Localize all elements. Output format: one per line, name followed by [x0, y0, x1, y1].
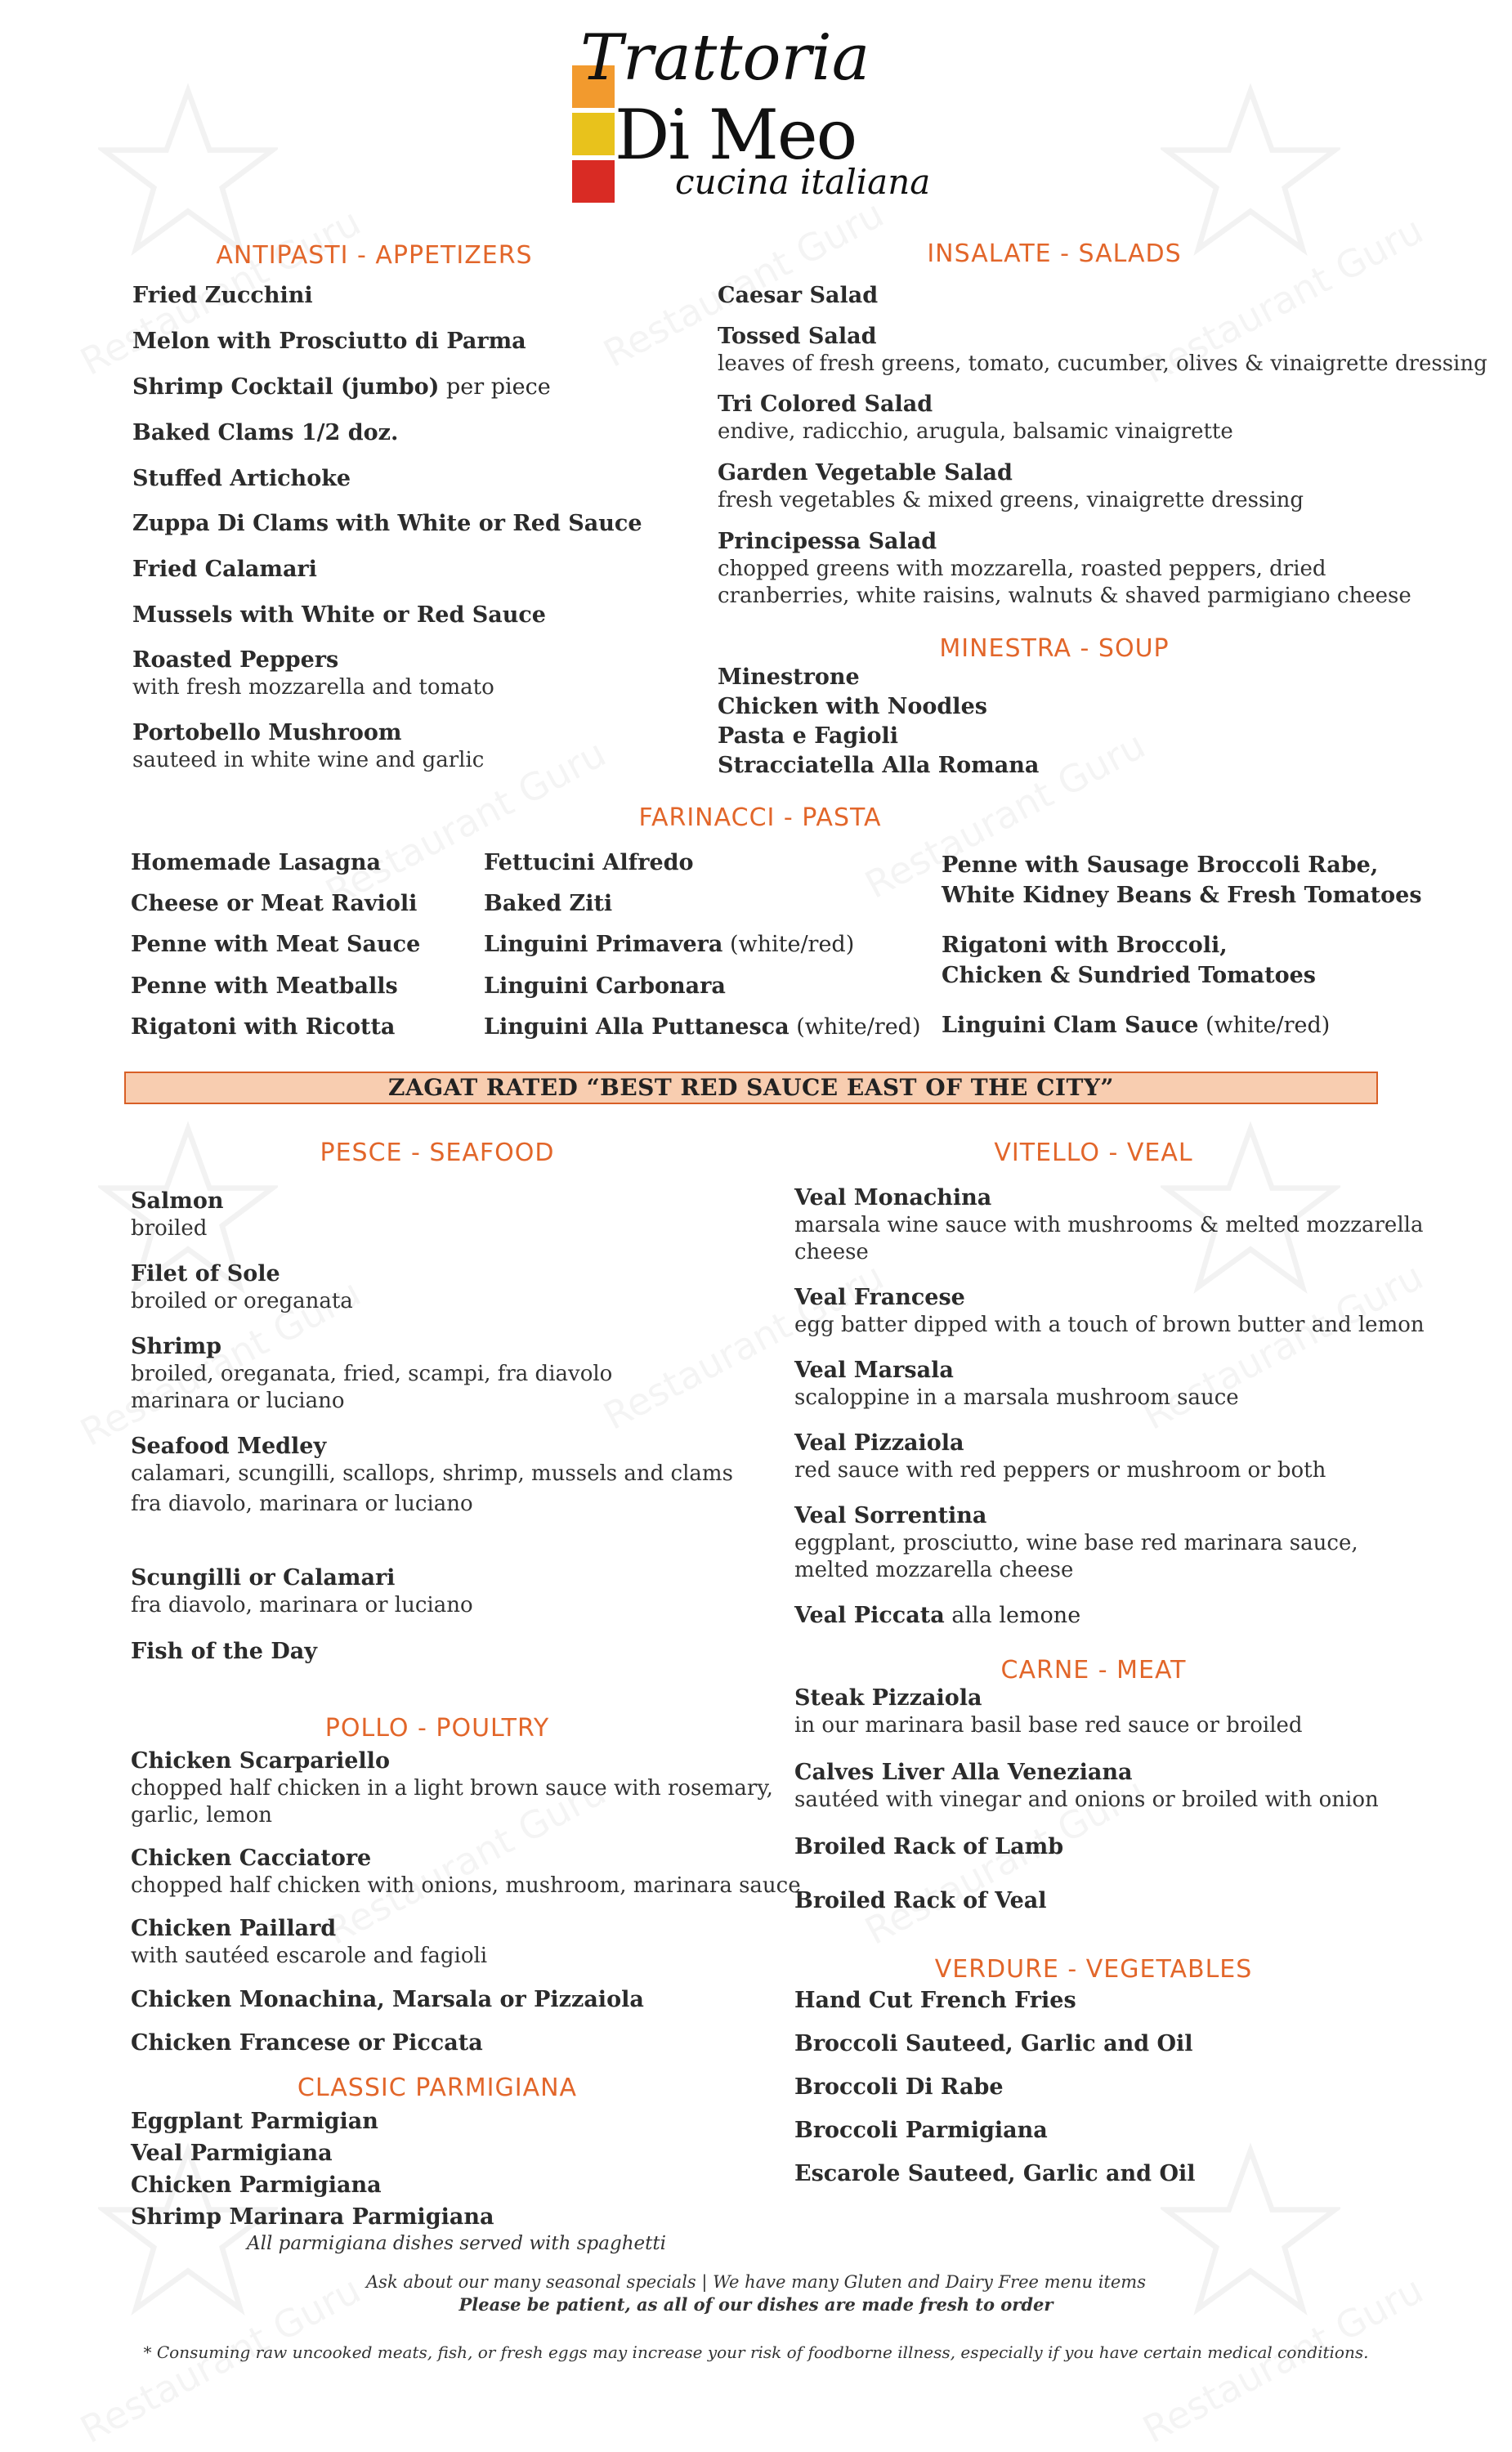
item-name-line2: White Kidney Beans & Fresh Tomatoes	[942, 883, 1422, 908]
item-description: broiled	[131, 1216, 208, 1241]
item-description: cranberries, white raisins, walnuts & shaved parmigiano cheese	[718, 584, 1411, 608]
item-name: Chicken Cacciatore	[131, 1846, 372, 1871]
item-description: leaves of fresh greens, tomato, cucumber, olives & vinaigrette dressing	[718, 351, 1487, 376]
menu-item	[131, 1915, 487, 1970]
menu-item: Shrimp Marinara Parmigiana	[131, 2204, 494, 2230]
menu-item	[942, 930, 1316, 991]
menu-item	[132, 374, 551, 401]
item-description: chopped half chicken in a light brown sauce with rosemary,	[131, 1776, 773, 1801]
item-name: Chicken Paillard	[131, 1916, 337, 1941]
menu-item: Broccoli Parmigiana	[794, 2118, 1048, 2143]
item-description: with fresh mozzarella and tomato	[132, 675, 494, 700]
menu-item	[131, 1986, 644, 2014]
item-name: Tri Colored Salad	[718, 392, 933, 417]
farinacci-heading: FARINACCI - PASTA	[638, 803, 882, 832]
menu-item: Hand Cut French Fries	[794, 1988, 1076, 2013]
menu-item	[131, 1333, 612, 1415]
menu-item	[794, 1502, 1358, 1584]
item-description: sautéed with vinegar and onions or broiled with onion	[794, 1788, 1379, 1812]
menu-item	[718, 323, 1487, 378]
menu-item: Broccoli Sauteed, Garlic and Oil	[794, 2031, 1193, 2056]
item-name: Garden Vegetable Salad	[718, 460, 1013, 485]
menu-item	[131, 2029, 483, 2057]
menu-item	[132, 465, 351, 493]
parmigiana-list	[131, 2105, 494, 2233]
menu-item: Homemade Lasagna	[131, 850, 381, 875]
minestra-list	[718, 663, 1039, 781]
item-name: Veal Marsala	[794, 1358, 954, 1383]
logo-red-square	[572, 160, 615, 203]
item-description: eggplant, prosciutto, wine base red marinara sauce,	[794, 1531, 1358, 1555]
item-description: fra diavolo, marinara or luciano	[131, 1492, 473, 1516]
insalate-heading: INSALATE - SALADS	[927, 239, 1182, 268]
item-name: Broiled Rack of Lamb	[794, 1834, 1064, 1859]
item-name: Principessa Salad	[718, 529, 937, 554]
menu-item	[484, 891, 612, 916]
item-name: Fried Calamari	[132, 557, 317, 582]
item-name: Baked Clams 1/2 doz.	[132, 420, 399, 445]
pesce-heading: PESCE - SEAFOOD	[320, 1139, 555, 1167]
menu-item	[794, 1184, 1423, 1266]
item-name: Scungilli or Calamari	[131, 1565, 396, 1591]
menu-item	[794, 1430, 1326, 1484]
footer-health-warning: * Consuming raw uncooked meats, fish, or fresh eggs may increase your risk of foodborne illness, especially if you have certain medical conditions.	[143, 2342, 1369, 2362]
menu-item: Rigatoni with Ricotta	[131, 1014, 396, 1040]
menu-item	[484, 850, 694, 875]
menu-item: Stracciatella Alla Romana	[718, 753, 1040, 778]
parmigiana-note: All parmigiana dishes served with spaghetti	[247, 2233, 666, 2254]
menu-item	[484, 932, 854, 957]
item-name: Zuppa Di Clams with White or Red Sauce	[132, 511, 642, 536]
item-name: Rigatoni with Broccoli,	[942, 933, 1228, 958]
item-description: marsala wine sauce with mushrooms & melted mozzarella	[794, 1213, 1424, 1237]
item-name: Baked Ziti	[484, 891, 613, 916]
logo-trattoria: Trattoria	[580, 21, 870, 95]
menu-item	[718, 391, 1233, 445]
item-note: alla lemone	[944, 1603, 1081, 1628]
menu-item	[132, 282, 313, 310]
menu-item: Broccoli Di Rabe	[794, 2074, 1004, 2100]
menu-item	[131, 1845, 801, 1899]
menu-item	[131, 1747, 773, 1829]
logo-yellow-square	[572, 113, 615, 155]
menu-item	[132, 328, 526, 356]
item-name: Veal Monachina	[794, 1185, 992, 1210]
antipasti-heading: ANTIPASTI - APPETIZERS	[216, 241, 533, 270]
item-description: chopped greens with mozzarella, roasted peppers, dried	[718, 557, 1326, 581]
menu-item	[131, 1260, 353, 1315]
menu-item	[132, 419, 398, 447]
zagat-banner: ZAGAT RATED “BEST RED SAUCE EAST OF THE CITY”	[124, 1072, 1378, 1104]
menu-item	[794, 1602, 1080, 1630]
item-description: scaloppine in a marsala mushroom sauce	[794, 1385, 1239, 1410]
item-description: marinara or luciano	[131, 1389, 345, 1413]
menu-item	[718, 459, 1304, 514]
item-name: Salmon	[131, 1188, 224, 1214]
vitello-heading: VITELLO - VEAL	[994, 1139, 1193, 1167]
item-name: Chicken Monachina, Marsala or Pizzaiola	[131, 1987, 644, 2012]
item-name: Linguini Carbonara	[484, 973, 726, 999]
item-description: chopped half chicken with onions, mushroom, marinara sauce	[131, 1873, 801, 1898]
menu-item	[794, 1759, 1379, 1814]
menu-item	[794, 1284, 1425, 1339]
menu-item	[132, 510, 642, 538]
pollo-heading: POLLO - POULTRY	[324, 1714, 550, 1743]
menu-item	[484, 1014, 921, 1040]
item-name: Chicken Scarpariello	[131, 1748, 390, 1774]
logo-cucina-italiana: cucina italiana	[675, 162, 931, 202]
menu-item	[942, 1013, 1330, 1038]
watermark-star-icon	[98, 82, 278, 262]
menu-item	[132, 602, 546, 629]
menu-item	[942, 850, 1422, 911]
item-name: Roasted Peppers	[132, 647, 339, 673]
item-description: broiled, oreganata, fried, scampi, fra diavolo	[131, 1362, 613, 1386]
menu-item: Cheese or Meat Ravioli	[131, 891, 418, 916]
item-name: Penne with Sausage Broccoli Rabe,	[942, 852, 1379, 878]
item-description: endive, radicchio, arugula, balsamic vinaigrette	[718, 419, 1233, 444]
menu-item	[131, 1564, 473, 1619]
item-description: with sautéed escarole and fagioli	[131, 1944, 488, 1968]
menu-item	[132, 647, 494, 701]
item-name: Veal Sorrentina	[794, 1503, 987, 1528]
menu-item	[718, 282, 878, 310]
item-name: Calves Liver Alla Veneziana	[794, 1760, 1133, 1785]
carne-heading: CARNE - MEAT	[1000, 1656, 1187, 1685]
item-description: red sauce with red peppers or mushroom or both	[794, 1458, 1326, 1483]
item-note: (white/red)	[1198, 1013, 1331, 1038]
menu-item	[794, 1357, 1239, 1412]
item-name: Shrimp Cocktail (jumbo)	[132, 374, 440, 400]
item-name: Fried Zucchini	[132, 283, 313, 308]
item-name: Fish of the Day	[131, 1639, 317, 1664]
menu-item	[718, 528, 1411, 610]
menu-item	[794, 1833, 1063, 1861]
item-description: cheese	[794, 1240, 869, 1264]
item-name: Steak Pizzaiola	[794, 1685, 982, 1711]
item-name: Shrimp	[131, 1334, 222, 1359]
item-description: melted mozzarella cheese	[794, 1558, 1074, 1582]
menu-item: Pasta e Fagioli	[718, 723, 899, 749]
item-name-line2: Chicken & Sundried Tomatoes	[942, 963, 1317, 988]
item-name: Seafood Medley	[131, 1434, 327, 1459]
item-name: Broiled Rack of Veal	[794, 1888, 1047, 1913]
item-name: Veal Francese	[794, 1285, 965, 1310]
menu-item: Chicken with Noodles	[718, 694, 987, 719]
item-description: egg batter dipped with a touch of brown butter and lemon	[794, 1313, 1425, 1337]
menu-item: Escarole Sauteed, Garlic and Oil	[794, 2161, 1196, 2186]
item-name: Linguini Primavera	[484, 932, 723, 957]
menu-item	[131, 1638, 317, 1666]
footer-specials-note: Ask about our many seasonal specials | We have many Gluten and Dairy Free menu items	[366, 2272, 1146, 2292]
item-note: (white/red)	[722, 932, 855, 957]
item-name: Tossed Salad	[718, 324, 877, 349]
item-description: fresh vegetables & mixed greens, vinaigrette dressing	[718, 488, 1304, 512]
item-note: (white/red)	[789, 1014, 921, 1040]
item-description: calamari, scungilli, scallops, shrimp, mussels and clams	[131, 1461, 733, 1486]
menu-item	[132, 556, 317, 584]
menu-item: Chicken Parmigiana	[131, 2172, 382, 2198]
menu-item	[132, 719, 484, 774]
item-name: Portobello Mushroom	[132, 720, 402, 745]
verdure-heading: VERDURE - VEGETABLES	[934, 1955, 1253, 1984]
menu-item	[794, 1685, 1303, 1739]
menu-item	[131, 1433, 733, 1518]
menu-item: Minestrone	[718, 664, 860, 690]
parmigiana-heading: CLASSIC PARMIGIANA	[297, 2074, 578, 2102]
menu-item	[484, 973, 726, 999]
menu-item	[131, 1188, 223, 1242]
item-name: Veal Pizzaiola	[794, 1430, 964, 1456]
item-description: in our marinara basil base red sauce or broiled	[794, 1713, 1303, 1738]
item-note: per piece	[439, 374, 551, 400]
item-name: Chicken Francese or Piccata	[131, 2030, 483, 2056]
item-description: garlic, lemon	[131, 1803, 273, 1828]
item-description: fra diavolo, marinara or luciano	[131, 1593, 473, 1618]
watermark-star-icon	[1161, 82, 1340, 262]
footer-patience-note: Please be patient, as all of our dishes are made fresh to order	[459, 2294, 1053, 2315]
menu-item	[794, 1887, 1047, 1915]
item-name: Melon with Prosciutto di Parma	[132, 329, 526, 354]
item-name: Linguini Alla Puttanesca	[484, 1014, 790, 1040]
minestra-heading: MINESTRA - SOUP	[939, 634, 1170, 663]
menu-item: Eggplant Parmigian	[131, 2109, 378, 2134]
item-name: Caesar Salad	[718, 283, 879, 308]
menu-item: Penne with Meat Sauce	[131, 932, 421, 957]
item-name: Stuffed Artichoke	[132, 466, 351, 491]
item-name: Fettucini Alfredo	[484, 850, 694, 875]
item-description: sauteed in white wine and garlic	[132, 748, 485, 772]
item-name: Linguini Clam Sauce	[942, 1013, 1199, 1038]
item-description: broiled or oreganata	[131, 1289, 353, 1313]
menu-item: Veal Parmigiana	[131, 2141, 333, 2166]
item-name: Filet of Sole	[131, 1261, 280, 1286]
item-name: Veal Piccata	[794, 1603, 945, 1628]
menu-item: Penne with Meatballs	[131, 973, 398, 999]
logo-di-meo: Di Meo	[615, 95, 857, 175]
item-name: Mussels with White or Red Sauce	[132, 602, 546, 628]
